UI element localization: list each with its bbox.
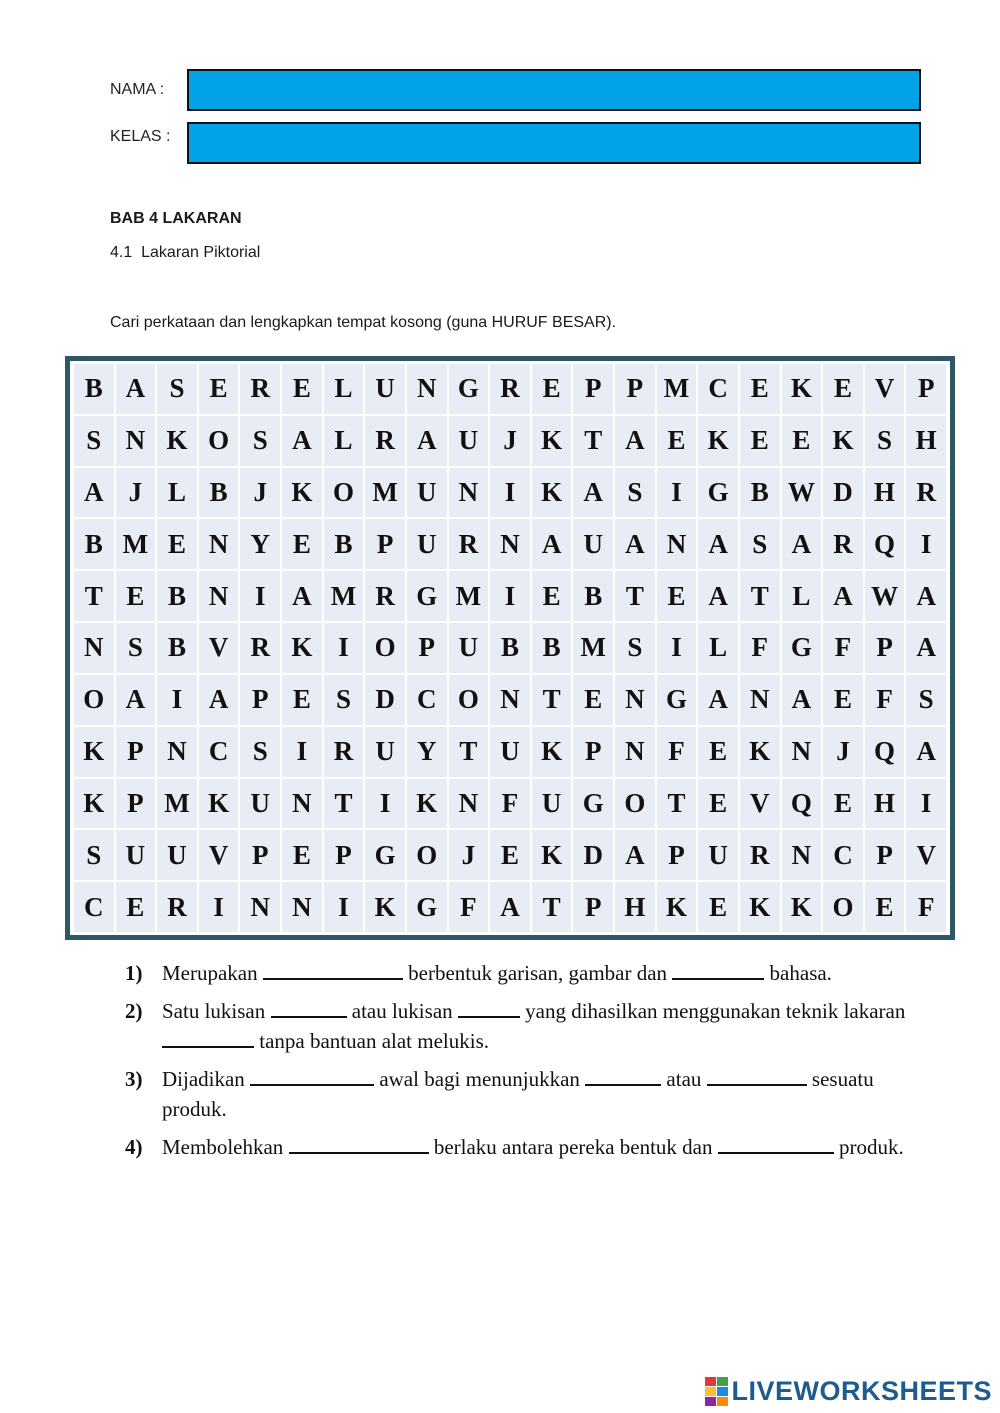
grid-cell[interactable]: A — [698, 519, 738, 569]
grid-cell[interactable]: A — [615, 416, 655, 466]
grid-cell[interactable]: M — [657, 364, 697, 414]
grid-cell[interactable]: F — [490, 779, 530, 829]
grid-cell[interactable]: S — [740, 519, 780, 569]
grid-cell[interactable]: P — [906, 364, 946, 414]
grid-cell[interactable]: I — [324, 882, 364, 932]
grid-cell[interactable]: A — [782, 675, 822, 725]
question-segment: bahasa. — [764, 961, 832, 985]
liveworksheets-logo — [705, 1376, 992, 1407]
grid-cell[interactable]: K — [740, 882, 780, 932]
question-text — [162, 1064, 935, 1124]
grid-cell[interactable]: A — [282, 416, 322, 466]
grid-cell[interactable]: B — [573, 571, 613, 621]
grid-cell[interactable]: R — [157, 882, 197, 932]
grid-cell[interactable]: E — [657, 416, 697, 466]
grid-cell[interactable]: P — [865, 623, 905, 673]
grid-cell[interactable]: B — [157, 571, 197, 621]
question-item — [125, 958, 935, 988]
logo-mark-icon — [705, 1377, 728, 1406]
grid-cell[interactable]: N — [615, 727, 655, 777]
grid-cell[interactable]: S — [240, 727, 280, 777]
grid-cell[interactable]: N — [657, 519, 697, 569]
grid-cell[interactable]: N — [199, 571, 239, 621]
grid-cell[interactable]: E — [116, 882, 156, 932]
grid-cell[interactable]: Y — [240, 519, 280, 569]
grid-cell[interactable]: P — [573, 364, 613, 414]
question-item — [125, 1132, 935, 1162]
grid-cell[interactable]: E — [532, 571, 572, 621]
grid-cell[interactable]: U — [698, 830, 738, 880]
grid-cell[interactable]: I — [906, 779, 946, 829]
grid-cell[interactable]: N — [240, 882, 280, 932]
grid-cell[interactable]: N — [782, 830, 822, 880]
grid-cell[interactable]: O — [407, 830, 447, 880]
grid-cell[interactable]: K — [782, 364, 822, 414]
grid-cell[interactable]: E — [157, 519, 197, 569]
grid-cell[interactable]: E — [823, 675, 863, 725]
grid-cell[interactable]: Q — [865, 519, 905, 569]
grid-cell[interactable]: H — [906, 416, 946, 466]
logo-square — [705, 1377, 716, 1386]
grid-cell[interactable]: D — [573, 830, 613, 880]
grid-cell[interactable]: N — [282, 779, 322, 829]
grid-cell[interactable]: R — [449, 519, 489, 569]
logo-square — [705, 1387, 716, 1396]
grid-cell[interactable]: K — [157, 416, 197, 466]
question-segment: tanpa bantuan alat melukis. — [254, 1029, 490, 1053]
grid-cell[interactable]: E — [698, 779, 738, 829]
answer-blank[interactable] — [271, 996, 347, 1018]
grid-cell[interactable]: I — [324, 623, 364, 673]
class-label: KELAS : — [110, 128, 171, 145]
grid-cell[interactable]: K — [532, 727, 572, 777]
grid-cell[interactable]: B — [74, 364, 114, 414]
word-search-grid — [74, 364, 946, 932]
grid-cell[interactable]: V — [199, 623, 239, 673]
grid-cell[interactable]: V — [865, 364, 905, 414]
grid-cell[interactable]: U — [449, 623, 489, 673]
grid-cell[interactable]: E — [782, 416, 822, 466]
grid-cell[interactable]: R — [365, 571, 405, 621]
grid-cell[interactable]: N — [740, 675, 780, 725]
grid-cell[interactable]: L — [324, 416, 364, 466]
grid-cell[interactable]: R — [240, 623, 280, 673]
grid-cell[interactable]: A — [490, 882, 530, 932]
grid-cell[interactable]: E — [740, 416, 780, 466]
question-segment: berlaku antara pereka bentuk dan — [428, 1135, 718, 1159]
grid-cell[interactable]: A — [782, 519, 822, 569]
question-number: 3) — [125, 1067, 143, 1091]
grid-cell[interactable]: O — [365, 623, 405, 673]
grid-cell[interactable]: T — [573, 416, 613, 466]
class-input[interactable] — [187, 122, 921, 164]
question-segment: Merupakan — [162, 961, 263, 985]
grid-cell[interactable]: K — [532, 830, 572, 880]
grid-cell[interactable]: G — [407, 571, 447, 621]
grid-cell[interactable]: A — [906, 571, 946, 621]
grid-cell[interactable]: L — [157, 468, 197, 518]
question-segment: awal bagi menunjukkan — [374, 1067, 586, 1091]
logo-square — [705, 1397, 716, 1406]
grid-cell[interactable]: F — [865, 675, 905, 725]
grid-cell[interactable]: A — [615, 830, 655, 880]
grid-cell[interactable]: A — [116, 675, 156, 725]
grid-cell[interactable]: A — [573, 468, 613, 518]
grid-cell[interactable]: T — [615, 571, 655, 621]
grid-cell[interactable]: T — [740, 571, 780, 621]
grid-cell[interactable]: N — [199, 519, 239, 569]
grid-cell[interactable]: R — [240, 364, 280, 414]
grid-cell[interactable]: Q — [865, 727, 905, 777]
name-input[interactable] — [187, 69, 921, 111]
grid-cell[interactable]: K — [740, 727, 780, 777]
grid-cell[interactable]: A — [698, 675, 738, 725]
instruction-text: Cari perkataan dan lengkapkan tempat kosong (guna HURUF BESAR). — [110, 314, 617, 331]
grid-cell[interactable]: F — [823, 623, 863, 673]
answer-blank[interactable] — [458, 996, 520, 1018]
grid-cell[interactable]: E — [282, 675, 322, 725]
grid-cell[interactable]: B — [199, 468, 239, 518]
grid-cell[interactable]: O — [615, 779, 655, 829]
grid-cell[interactable]: U — [532, 779, 572, 829]
grid-cell[interactable]: P — [116, 727, 156, 777]
grid-cell[interactable]: C — [407, 675, 447, 725]
grid-cell[interactable]: A — [199, 675, 239, 725]
grid-cell[interactable]: P — [240, 830, 280, 880]
grid-cell[interactable]: R — [365, 416, 405, 466]
grid-cell[interactable]: M — [573, 623, 613, 673]
grid-cell[interactable]: E — [282, 519, 322, 569]
grid-cell[interactable]: J — [449, 830, 489, 880]
grid-cell[interactable]: G — [573, 779, 613, 829]
grid-cell[interactable]: N — [490, 519, 530, 569]
grid-cell[interactable]: R — [490, 364, 530, 414]
grid-cell[interactable]: P — [865, 830, 905, 880]
grid-cell[interactable]: U — [116, 830, 156, 880]
question-segment: sesuatu produk. — [162, 1067, 879, 1121]
grid-cell[interactable]: E — [282, 364, 322, 414]
grid-cell[interactable]: I — [157, 675, 197, 725]
grid-cell[interactable]: N — [449, 468, 489, 518]
grid-cell[interactable]: S — [74, 416, 114, 466]
grid-cell[interactable]: B — [532, 623, 572, 673]
grid-cell[interactable]: B — [324, 519, 364, 569]
grid-cell[interactable]: I — [490, 571, 530, 621]
question-text — [162, 958, 935, 988]
grid-cell[interactable]: M — [449, 571, 489, 621]
answer-blank[interactable] — [672, 958, 764, 980]
question-text — [162, 996, 935, 1056]
grid-cell[interactable]: I — [282, 727, 322, 777]
grid-cell[interactable]: G — [782, 623, 822, 673]
grid-cell[interactable]: J — [823, 727, 863, 777]
grid-cell[interactable]: S — [906, 675, 946, 725]
grid-cell[interactable]: N — [116, 416, 156, 466]
grid-cell[interactable]: O — [449, 675, 489, 725]
question-segment: atau — [661, 1067, 707, 1091]
grid-cell[interactable]: P — [615, 364, 655, 414]
grid-cell[interactable]: W — [865, 571, 905, 621]
question-number: 1) — [125, 961, 143, 985]
grid-cell[interactable]: N — [490, 675, 530, 725]
answer-blank[interactable] — [585, 1064, 661, 1086]
grid-cell[interactable]: B — [74, 519, 114, 569]
grid-cell[interactable]: B — [490, 623, 530, 673]
grid-cell[interactable]: R — [740, 830, 780, 880]
grid-cell[interactable]: K — [532, 468, 572, 518]
grid-cell[interactable]: N — [74, 623, 114, 673]
question-segment: Dijadikan — [162, 1067, 251, 1091]
grid-cell[interactable]: U — [365, 364, 405, 414]
grid-cell[interactable]: V — [906, 830, 946, 880]
grid-cell[interactable]: I — [199, 882, 239, 932]
grid-cell[interactable]: M — [116, 519, 156, 569]
grid-cell[interactable]: S — [615, 623, 655, 673]
grid-cell[interactable]: P — [365, 519, 405, 569]
grid-cell[interactable]: D — [823, 468, 863, 518]
grid-cell[interactable]: A — [282, 571, 322, 621]
grid-cell[interactable]: P — [240, 675, 280, 725]
grid-cell[interactable]: N — [782, 727, 822, 777]
grid-cell[interactable]: W — [782, 468, 822, 518]
grid-cell[interactable]: S — [865, 416, 905, 466]
grid-cell[interactable]: P — [573, 727, 613, 777]
grid-cell[interactable]: M — [365, 468, 405, 518]
grid-cell[interactable]: P — [324, 830, 364, 880]
grid-cell[interactable]: P — [407, 623, 447, 673]
logo-square — [717, 1397, 728, 1406]
grid-cell[interactable]: N — [615, 675, 655, 725]
grid-cell[interactable]: G — [365, 830, 405, 880]
grid-cell[interactable]: H — [865, 779, 905, 829]
grid-cell[interactable]: P — [657, 830, 697, 880]
grid-cell[interactable]: I — [657, 468, 697, 518]
grid-cell[interactable]: N — [157, 727, 197, 777]
grid-cell[interactable]: K — [74, 727, 114, 777]
question-segment: berbentuk garisan, gambar dan — [402, 961, 673, 985]
grid-cell[interactable]: E — [740, 364, 780, 414]
question-segment: Satu lukisan — [162, 999, 271, 1023]
grid-cell[interactable]: J — [116, 468, 156, 518]
word-search-frame — [65, 356, 955, 940]
grid-cell[interactable]: E — [573, 675, 613, 725]
grid-cell[interactable]: C — [698, 364, 738, 414]
grid-cell[interactable]: S — [324, 675, 364, 725]
grid-cell[interactable]: G — [407, 882, 447, 932]
grid-cell[interactable]: U — [240, 779, 280, 829]
name-label: NAMA : — [110, 81, 165, 98]
grid-cell[interactable]: I — [240, 571, 280, 621]
grid-cell[interactable]: E — [532, 364, 572, 414]
question-segment: produk. — [833, 1135, 904, 1159]
grid-cell[interactable]: G — [449, 364, 489, 414]
grid-cell[interactable]: A — [906, 623, 946, 673]
grid-cell[interactable]: S — [615, 468, 655, 518]
answer-blank[interactable] — [263, 958, 403, 980]
logo-square — [717, 1387, 728, 1396]
grid-cell[interactable]: F — [657, 727, 697, 777]
grid-cell[interactable]: N — [449, 779, 489, 829]
grid-cell[interactable]: E — [865, 882, 905, 932]
question-segment: Membolehkan — [162, 1135, 289, 1159]
grid-cell[interactable]: A — [74, 468, 114, 518]
chapter-title: BAB 4 LAKARAN — [110, 210, 242, 227]
grid-cell[interactable]: A — [407, 416, 447, 466]
grid-cell[interactable]: T — [532, 675, 572, 725]
grid-cell[interactable]: T — [74, 571, 114, 621]
grid-cell[interactable]: Y — [407, 727, 447, 777]
grid-cell[interactable]: E — [199, 364, 239, 414]
grid-cell[interactable]: K — [407, 779, 447, 829]
question-segment: yang dihasilkan menggunakan teknik lakaran — [519, 999, 911, 1023]
grid-cell[interactable]: A — [906, 727, 946, 777]
answer-blank[interactable] — [162, 1026, 254, 1048]
questions-list — [125, 958, 935, 1170]
grid-cell[interactable]: U — [573, 519, 613, 569]
answer-blank[interactable] — [289, 1132, 429, 1154]
grid-cell[interactable]: U — [490, 727, 530, 777]
grid-cell[interactable]: T — [324, 779, 364, 829]
grid-cell[interactable]: E — [698, 882, 738, 932]
grid-cell[interactable]: D — [365, 675, 405, 725]
grid-cell[interactable]: H — [865, 468, 905, 518]
grid-cell[interactable]: T — [449, 727, 489, 777]
section-title: 4.1 Lakaran Piktorial — [110, 244, 261, 261]
grid-cell[interactable]: P — [116, 779, 156, 829]
grid-cell[interactable]: S — [74, 830, 114, 880]
grid-cell[interactable]: A — [698, 571, 738, 621]
grid-cell[interactable]: K — [282, 623, 322, 673]
grid-cell[interactable]: O — [823, 882, 863, 932]
grid-cell[interactable]: T — [657, 779, 697, 829]
grid-cell[interactable]: A — [532, 519, 572, 569]
grid-cell[interactable]: N — [282, 882, 322, 932]
grid-cell[interactable]: S — [116, 623, 156, 673]
grid-cell[interactable]: K — [823, 416, 863, 466]
grid-cell[interactable]: F — [740, 623, 780, 673]
grid-cell[interactable]: R — [906, 468, 946, 518]
grid-cell[interactable]: Q — [782, 779, 822, 829]
grid-cell[interactable]: P — [573, 882, 613, 932]
grid-cell[interactable]: F — [906, 882, 946, 932]
grid-cell[interactable]: A — [116, 364, 156, 414]
grid-cell[interactable]: F — [449, 882, 489, 932]
grid-cell[interactable]: J — [490, 416, 530, 466]
grid-cell[interactable]: E — [657, 571, 697, 621]
grid-cell[interactable]: I — [490, 468, 530, 518]
grid-cell[interactable]: O — [324, 468, 364, 518]
grid-cell[interactable]: M — [324, 571, 364, 621]
grid-cell[interactable]: S — [240, 416, 280, 466]
grid-cell[interactable]: R — [324, 727, 364, 777]
grid-cell[interactable]: K — [199, 779, 239, 829]
grid-cell[interactable]: R — [823, 519, 863, 569]
grid-cell[interactable]: B — [157, 623, 197, 673]
grid-cell[interactable]: A — [615, 519, 655, 569]
grid-cell[interactable]: U — [157, 830, 197, 880]
grid-cell[interactable]: E — [698, 727, 738, 777]
grid-cell[interactable]: O — [74, 675, 114, 725]
grid-cell[interactable]: E — [823, 364, 863, 414]
grid-cell[interactable]: L — [698, 623, 738, 673]
grid-cell[interactable]: V — [199, 830, 239, 880]
grid-cell[interactable]: U — [365, 727, 405, 777]
question-text — [162, 1132, 935, 1162]
grid-cell[interactable]: C — [199, 727, 239, 777]
grid-cell[interactable]: K — [698, 416, 738, 466]
grid-cell[interactable]: G — [657, 675, 697, 725]
grid-cell[interactable]: H — [615, 882, 655, 932]
grid-cell[interactable]: O — [199, 416, 239, 466]
grid-cell[interactable]: K — [532, 416, 572, 466]
question-segment: atau lukisan — [346, 999, 458, 1023]
grid-cell[interactable]: T — [532, 882, 572, 932]
grid-cell[interactable]: U — [407, 468, 447, 518]
grid-cell[interactable]: L — [324, 364, 364, 414]
grid-cell[interactable]: U — [449, 416, 489, 466]
logo-square — [717, 1377, 728, 1386]
grid-cell[interactable]: I — [657, 623, 697, 673]
grid-cell[interactable]: E — [823, 779, 863, 829]
grid-cell[interactable]: U — [407, 519, 447, 569]
grid-cell[interactable]: E — [282, 830, 322, 880]
grid-cell[interactable]: K — [282, 468, 322, 518]
question-item — [125, 996, 935, 1056]
grid-cell[interactable]: E — [490, 830, 530, 880]
grid-cell[interactable]: C — [823, 830, 863, 880]
grid-cell[interactable]: M — [157, 779, 197, 829]
question-item — [125, 1064, 935, 1124]
grid-cell[interactable]: I — [365, 779, 405, 829]
grid-cell[interactable]: S — [157, 364, 197, 414]
grid-cell[interactable]: L — [782, 571, 822, 621]
grid-cell[interactable]: K — [657, 882, 697, 932]
question-number: 2) — [125, 999, 143, 1023]
grid-cell[interactable]: C — [74, 882, 114, 932]
grid-cell[interactable]: K — [74, 779, 114, 829]
grid-cell[interactable]: N — [407, 364, 447, 414]
grid-cell[interactable]: E — [116, 571, 156, 621]
grid-cell[interactable]: A — [823, 571, 863, 621]
grid-cell[interactable]: K — [365, 882, 405, 932]
grid-cell[interactable]: G — [698, 468, 738, 518]
grid-cell[interactable]: K — [782, 882, 822, 932]
question-number: 4) — [125, 1135, 143, 1159]
answer-blank[interactable] — [250, 1064, 374, 1086]
answer-blank[interactable] — [707, 1064, 807, 1086]
answer-blank[interactable] — [718, 1132, 834, 1154]
grid-cell[interactable]: J — [240, 468, 280, 518]
grid-cell[interactable]: V — [740, 779, 780, 829]
grid-cell[interactable]: B — [740, 468, 780, 518]
grid-cell[interactable]: I — [906, 519, 946, 569]
logo-text: LIVEWORKSHEETS — [731, 1376, 992, 1406]
